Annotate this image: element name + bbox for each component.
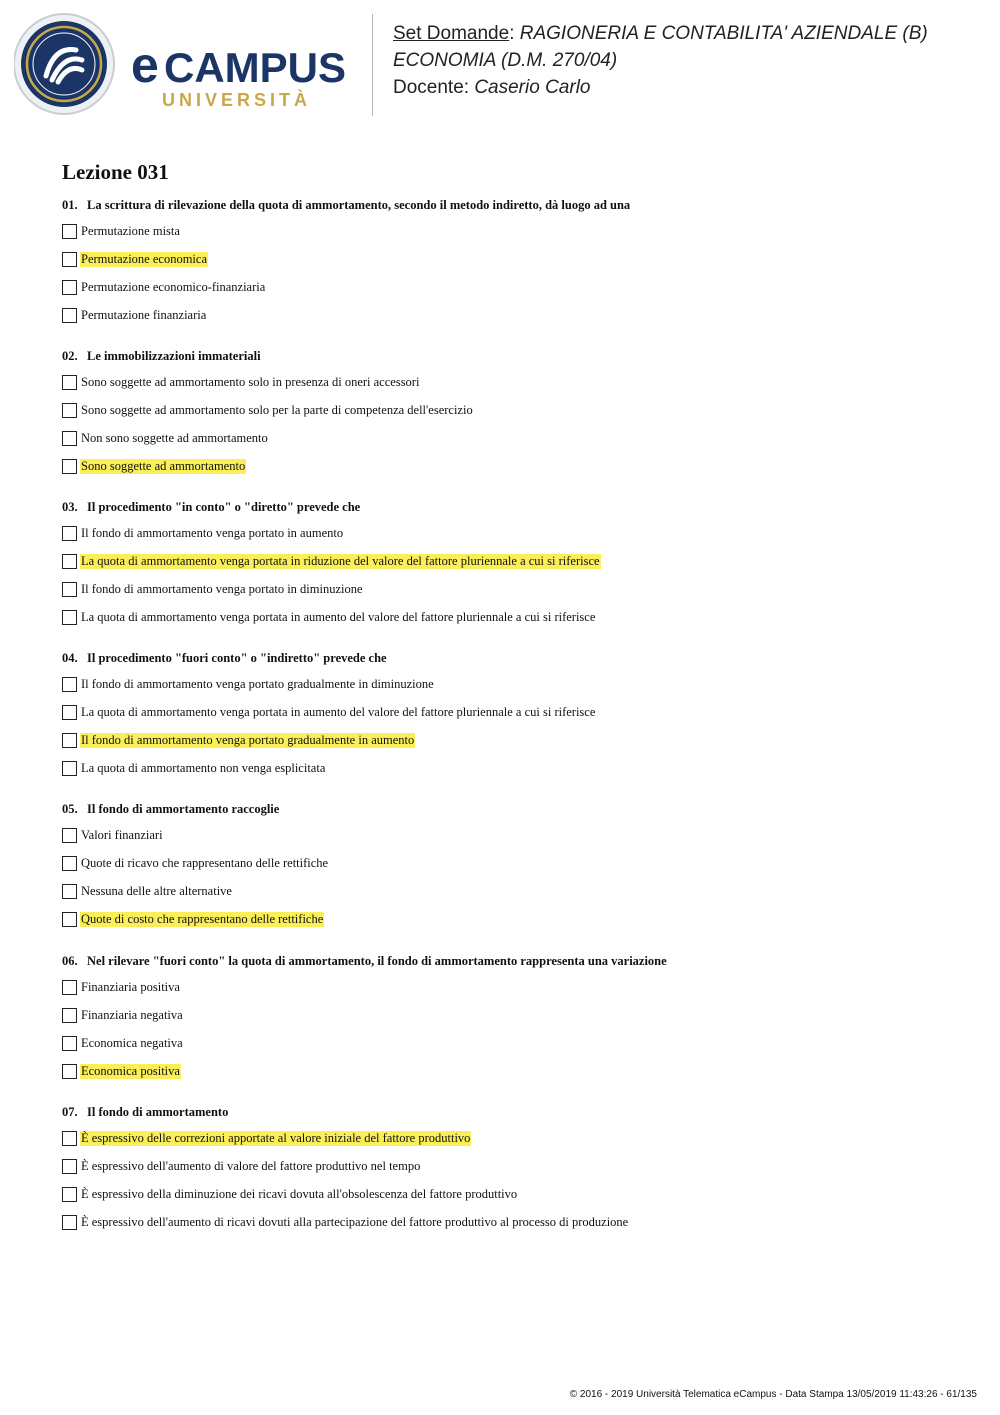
- checkbox[interactable]: [62, 554, 77, 569]
- checkbox[interactable]: [62, 459, 77, 474]
- question-text: [62, 349, 261, 364]
- question-number: 01.: [62, 198, 78, 212]
- option-text: Non sono soggette ad ammortamento: [81, 431, 268, 445]
- teacher-label: Docente:: [393, 77, 470, 98]
- checkbox[interactable]: [62, 1064, 77, 1079]
- question-label: Il procedimento "fuori conto" o "indiretto" prevede che: [87, 651, 387, 665]
- option-text: Il fondo di ammortamento venga portato in diminuzione: [81, 582, 363, 596]
- checkbox[interactable]: [62, 280, 77, 295]
- checkbox[interactable]: [62, 1008, 77, 1023]
- set-label: Set Domande: [393, 23, 510, 44]
- option-text-highlighted: È espressivo delle correzioni apportate al valore iniziale del fattore produttivo: [81, 1131, 471, 1145]
- checkbox[interactable]: [62, 856, 77, 871]
- option-text: Permutazione finanziaria: [81, 308, 207, 322]
- option-text: La quota di ammortamento venga portata in aumento del valore del fattore pluriennale a cui si riferisce: [81, 705, 596, 719]
- question-label: Il fondo di ammortamento: [87, 1105, 229, 1119]
- option-text-highlighted: Sono soggette ad ammortamento: [81, 459, 246, 473]
- option-text: Economica negativa: [81, 1036, 183, 1050]
- option-text: Il fondo di ammortamento venga portato gradualmente in diminuzione: [81, 677, 434, 691]
- checkbox[interactable]: [62, 761, 77, 776]
- checkbox[interactable]: [62, 1187, 77, 1202]
- option-text-highlighted: Permutazione economica: [81, 252, 207, 266]
- checkbox[interactable]: [62, 224, 77, 239]
- lesson-title: Lezione 031: [62, 160, 169, 184]
- ecampus-seal-icon: [14, 14, 114, 114]
- option-text: Sono soggette ad ammortamento solo in presenza di oneri accessori: [81, 375, 420, 389]
- option-text: È espressivo dell'aumento di ricavi dovuti alla partecipazione del fattore produttivo al processo di produzione: [81, 1215, 629, 1229]
- ecampus-logo: [14, 10, 359, 118]
- checkbox[interactable]: [62, 1215, 77, 1230]
- set-title-line2: ECONOMIA (D.M. 270/04): [393, 50, 618, 71]
- option-text: Sono soggette ad ammortamento solo per la parte di competenza dell'esercizio: [81, 403, 473, 417]
- question-number: 03.: [62, 500, 78, 514]
- question-label: Il procedimento "in conto" o "diretto" prevede che: [87, 500, 361, 514]
- option-text: Il fondo di ammortamento venga portato in aumento: [81, 526, 344, 540]
- question-text: [62, 500, 360, 515]
- question-number: 02.: [62, 349, 78, 363]
- teacher-row: [393, 74, 983, 101]
- question-label: Il fondo di ammortamento raccoglie: [87, 802, 280, 816]
- set-title-row-2: [393, 47, 983, 74]
- option-text: Permutazione mista: [81, 224, 180, 238]
- question-label: La scrittura di rilevazione della quota di ammortamento, secondo il metodo indiretto, dà luogo ad una: [87, 198, 631, 212]
- option-text: Finanziaria positiva: [81, 980, 180, 994]
- question-text: [62, 651, 387, 666]
- brand-e: e: [131, 37, 159, 93]
- question-number: 06.: [62, 954, 78, 968]
- option-text: Valori finanziari: [81, 828, 163, 842]
- teacher-name: Caserio Carlo: [474, 77, 591, 98]
- option-text-highlighted: Il fondo di ammortamento venga portato gradualmente in aumento: [81, 733, 415, 747]
- page-header: [0, 0, 1000, 130]
- checkbox[interactable]: [62, 1159, 77, 1174]
- checkbox[interactable]: [62, 431, 77, 446]
- checkbox[interactable]: [62, 582, 77, 597]
- option-text: Permutazione economico-finanziaria: [81, 280, 266, 294]
- set-title-row-1: Set Domande: RAGIONERIA E CONTABILITA' AZIENDALE (B): [393, 23, 928, 44]
- checkbox[interactable]: [62, 252, 77, 267]
- option-text-highlighted: La quota di ammortamento venga portata in riduzione del valore del fattore pluriennale a cui si riferisce: [81, 554, 600, 568]
- question-text: [62, 198, 630, 213]
- option-text: Nessuna delle altre alternative: [81, 884, 232, 898]
- option-text: La quota di ammortamento venga portata in aumento del valore del fattore pluriennale a cui si riferisce: [81, 610, 596, 624]
- question-label: Le immobilizzazioni immateriali: [87, 349, 261, 363]
- question-text: [62, 802, 279, 817]
- header-text: [393, 20, 983, 101]
- checkbox[interactable]: [62, 403, 77, 418]
- set-title-line1: RAGIONERIA E CONTABILITA' AZIENDALE (B): [519, 23, 928, 44]
- checkbox[interactable]: [62, 733, 77, 748]
- checkbox[interactable]: [62, 980, 77, 995]
- page-footer: © 2016 - 2019 Università Telematica eCampus - Data Stampa 13/05/2019 11:43:26 - 61/135: [569, 1389, 977, 1400]
- question-text: [62, 1105, 228, 1120]
- checkbox[interactable]: [62, 677, 77, 692]
- checkbox[interactable]: [62, 308, 77, 323]
- brand-sub: UNIVERSITÀ: [162, 90, 312, 110]
- option-text: Finanziaria negativa: [81, 1008, 183, 1022]
- question-number: 04.: [62, 651, 78, 665]
- checkbox[interactable]: [62, 526, 77, 541]
- option-text-highlighted: Economica positiva: [81, 1064, 180, 1078]
- checkbox[interactable]: [62, 1131, 77, 1146]
- question-label: Nel rilevare "fuori conto" la quota di ammortamento, il fondo di ammortamento rappresenta una variazione: [87, 954, 667, 968]
- checkbox[interactable]: [62, 912, 77, 927]
- header-divider: [372, 14, 373, 116]
- option-text: La quota di ammortamento non venga esplicitata: [81, 761, 326, 775]
- checkbox[interactable]: [62, 1036, 77, 1051]
- question-number: 07.: [62, 1105, 78, 1119]
- question-text: [62, 954, 667, 969]
- option-text-highlighted: Quote di costo che rappresentano delle rettifiche: [81, 912, 324, 926]
- brand-name: CAMPUS: [164, 44, 347, 91]
- checkbox[interactable]: [62, 705, 77, 720]
- checkbox[interactable]: [62, 884, 77, 899]
- option-text: È espressivo della diminuzione dei ricavi dovuta all'obsolescenza del fattore produttivo: [81, 1187, 518, 1201]
- question-number: 05.: [62, 802, 78, 816]
- option-text: Quote di ricavo che rappresentano delle rettifiche: [81, 856, 329, 870]
- checkbox[interactable]: [62, 828, 77, 843]
- option-text: È espressivo dell'aumento di valore del fattore produttivo nel tempo: [81, 1159, 421, 1173]
- checkbox[interactable]: [62, 375, 77, 390]
- checkbox[interactable]: [62, 610, 77, 625]
